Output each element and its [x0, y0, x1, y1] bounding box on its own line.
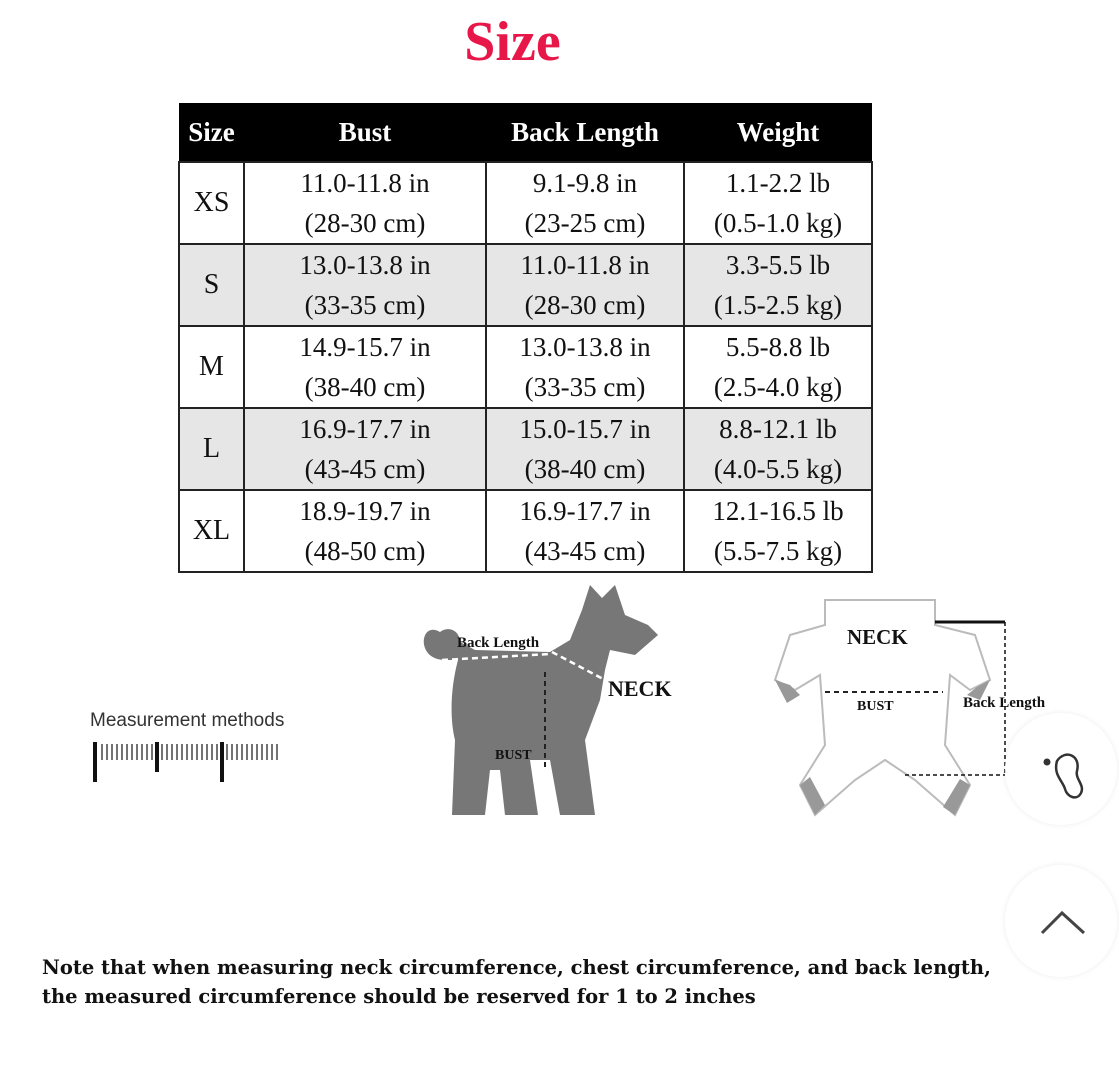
- weight-kg: (0.5-1.0 kg): [713, 208, 843, 238]
- table-row: [179, 490, 872, 572]
- dog-silhouette-icon: [400, 580, 700, 825]
- back-length-cell: [486, 408, 684, 490]
- note-line-1: Note that when measuring neck circumference, chest circumference, and back length,: [42, 956, 991, 979]
- back-length-cell: [486, 162, 684, 244]
- weight-lb: 3.3-5.5 lb: [725, 250, 831, 280]
- column-header-back-length: Back Length: [486, 103, 684, 162]
- bust-in: 11.0-11.8 in: [300, 168, 430, 198]
- back-cm: (38-40 cm): [524, 454, 646, 484]
- gesture-button[interactable]: [1005, 713, 1117, 825]
- back-in: 9.1-9.8 in: [532, 168, 638, 198]
- weight-cell: [684, 162, 872, 244]
- measurement-note: [42, 953, 1092, 1011]
- bust-cell: [244, 244, 486, 326]
- weight-kg: (5.5-7.5 kg): [713, 536, 843, 566]
- back-cm: (28-30 cm): [524, 290, 646, 320]
- back-cm: (23-25 cm): [524, 208, 646, 238]
- weight-lb: 8.8-12.1 lb: [719, 414, 837, 444]
- table-row: [179, 326, 872, 408]
- table-row: [179, 244, 872, 326]
- bust-in: 18.9-19.7 in: [299, 496, 431, 526]
- weight-lb: 12.1-16.5 lb: [712, 496, 844, 526]
- page-title: Size: [464, 11, 561, 73]
- weight-cell: [684, 490, 872, 572]
- back-length-cell: [486, 326, 684, 408]
- back-in: 15.0-15.7 in: [519, 414, 651, 444]
- back-cm: (43-45 cm): [524, 536, 646, 566]
- back-cm: (33-35 cm): [524, 372, 646, 402]
- suit-neck-label: NECK: [847, 625, 908, 649]
- size-chart-table: [178, 103, 873, 573]
- dog-measurement-figure: [400, 580, 700, 825]
- weight-lb: 5.5-8.8 lb: [725, 332, 831, 362]
- ruler-icon: [90, 740, 290, 785]
- table-row: [179, 408, 872, 490]
- bust-cm: (43-45 cm): [304, 454, 426, 484]
- bust-cell: [244, 408, 486, 490]
- bust-cell: [244, 326, 486, 408]
- measurement-label: Measurement methods: [90, 710, 285, 731]
- dog-bust-label: BUST: [495, 748, 532, 763]
- size-cell: XL: [179, 490, 244, 572]
- weight-kg: (4.0-5.5 kg): [713, 454, 843, 484]
- size-cell: XS: [179, 162, 244, 244]
- back-length-cell: [486, 490, 684, 572]
- table-row: [179, 162, 872, 244]
- dog-back-length-label: Back Length: [457, 635, 540, 651]
- back-length-cell: [486, 244, 684, 326]
- measurement-methods: [90, 710, 290, 785]
- bust-cm: (33-35 cm): [304, 290, 426, 320]
- suit-back-length-label: Back Length: [963, 695, 1046, 711]
- bust-cell: [244, 490, 486, 572]
- weight-cell: [684, 326, 872, 408]
- bust-in: 16.9-17.7 in: [299, 414, 431, 444]
- bust-cell: [244, 162, 486, 244]
- table-header-row: [179, 103, 872, 162]
- bust-cm: (28-30 cm): [304, 208, 426, 238]
- back-in: 13.0-13.8 in: [519, 332, 651, 362]
- weight-kg: (1.5-2.5 kg): [713, 290, 843, 320]
- dog-neck-label: NECK: [608, 676, 672, 701]
- weight-cell: [684, 244, 872, 326]
- column-header-size: Size: [179, 103, 244, 162]
- back-in: 11.0-11.8 in: [520, 250, 650, 280]
- suit-bust-label: BUST: [857, 699, 894, 714]
- weight-lb: 1.1-2.2 lb: [725, 168, 831, 198]
- weight-kg: (2.5-4.0 kg): [713, 372, 843, 402]
- bust-in: 13.0-13.8 in: [299, 250, 431, 280]
- gesture-icon: [1005, 713, 1117, 825]
- size-cell: S: [179, 244, 244, 326]
- note-line-2: the measured circumference should be reserved for 1 to 2 inches: [42, 985, 756, 1008]
- size-cell: L: [179, 408, 244, 490]
- bust-in: 14.9-15.7 in: [299, 332, 431, 362]
- size-cell: M: [179, 326, 244, 408]
- column-header-weight: Weight: [684, 103, 872, 162]
- weight-cell: [684, 408, 872, 490]
- back-in: 16.9-17.7 in: [519, 496, 651, 526]
- column-header-bust: Bust: [244, 103, 486, 162]
- bust-cm: (38-40 cm): [304, 372, 426, 402]
- bust-cm: (48-50 cm): [304, 536, 426, 566]
